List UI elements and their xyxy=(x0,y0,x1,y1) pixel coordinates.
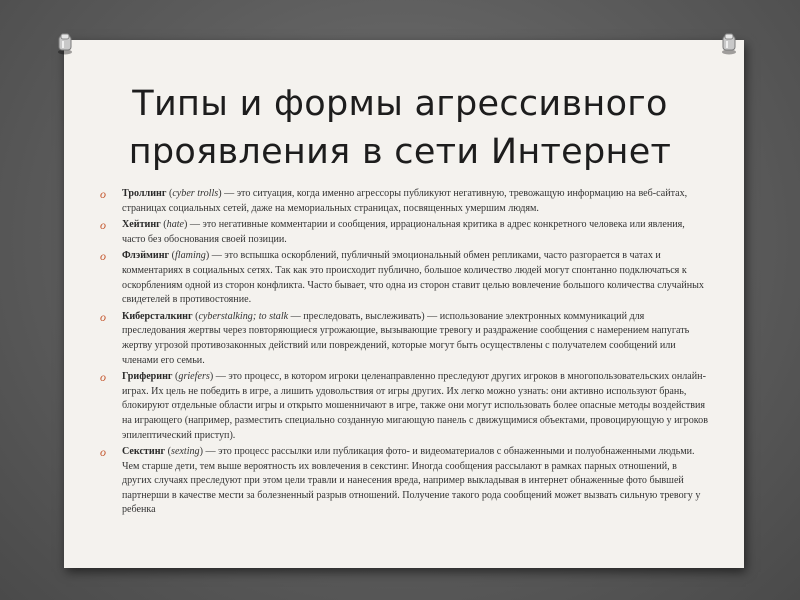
list-item xyxy=(100,187,708,216)
paren-open: ( xyxy=(169,250,175,262)
list-item xyxy=(100,370,708,443)
pushpin-icon xyxy=(718,32,740,56)
term-label: Секстинг xyxy=(122,446,166,458)
list-item xyxy=(100,445,708,518)
bullet-icon: o xyxy=(100,187,106,201)
definition-text: ) — это процесс, в котором игроки целенаправленно преследуют других игроков в многопользовательских онлайн-играх. Их цель не победить в игре, а лишить удовольствия от игры других. Их легко можно узнать: они активно используют брань, блокируют отдельные области игры и открыто мошенничают в игре, также они могут использовать более опасные методы воздействия на играющего (например, разместить специально созданную мигающую панель с движущимися объектами, провоцирующую у игроков эпилептический приступ). xyxy=(122,371,708,441)
original-term: sexting xyxy=(171,446,200,458)
paren-open: ( xyxy=(172,371,179,383)
bullet-icon: o xyxy=(100,249,106,264)
term-label: Киберсталкинг xyxy=(122,310,193,322)
bullet-icon: o xyxy=(100,309,106,324)
term-label: Гриферинг xyxy=(122,371,173,383)
term-label: Хейтинг xyxy=(122,219,161,231)
bullet-icon: o xyxy=(100,370,106,385)
list-item xyxy=(100,249,708,307)
definition-list xyxy=(100,187,708,520)
pushpin-icon xyxy=(54,32,76,56)
definition-text: ) — это ситуация, когда именно агрессоры публикуют негативную, тревожащую информацию на веб-сайтах, страницах социальных сетей, даже на мемориальных страницах, посвященных умершим людям. xyxy=(122,188,688,214)
definition-text: — преследовать, выслеживать) — использование электронных коммуникаций для преследования жертвы через повторяющиеся угрожающие, вызывающие тревогу и раздражение сообщения с намерением напугать жертву угрозой противозаконных действий или повреждений, которые могут быть осуществлены с получателем сообщений или членами его семьи. xyxy=(122,310,690,366)
original-term: hate xyxy=(166,219,185,231)
slide-title: Типы и формы агрессивного проявления в сети Интернет xyxy=(128,84,672,172)
original-term: cyberstalking; to stalk xyxy=(198,310,289,322)
term-label: Флэйминг xyxy=(122,250,170,262)
paren-open: ( xyxy=(165,446,172,458)
original-term: griefers xyxy=(178,371,210,383)
definition-text: ) — это вспышка оскорблений, публичный эмоциональный обмен репликами, часто разгорается в чатах и комментариях в социальных сетях. Так как это происходит публично, большое количество людей могут спонтанно подключаться к оскорблениям одной из сторон конфликта. Часто бывает, что одна из сторон ставит целью вовлечение большого количества случайных свидетелей в противостояние. xyxy=(122,250,704,306)
list-item xyxy=(100,218,708,247)
definition-text: ) — это процесс рассылки или публикация фото- и видеоматериалов с обнаженными и полуобнаженными людьми. Чем старше дети, тем выше вероятность их вовлечения в секстинг. Иногда сообщения рассылают в рамках парных отношений, в других случаях преследуют при этом цели травли и нанесения вреда, например выкладывая в интернет обнаженные фото бывшей партнерши в качестве мести за болезненный разрыв отношений. Получение такого рода сообщений может вызвать сильную тревогу у ребенка xyxy=(122,446,701,516)
original-term: flaming xyxy=(175,250,206,262)
paren-open: ( xyxy=(160,219,167,231)
original-term: cyber trolls xyxy=(172,188,219,199)
bullet-icon: o xyxy=(100,218,106,233)
definition-text: ) — это негативные комментарии и сообщения, иррациональная критика в адрес конкретного человека или явления, часто без обоснования своей позиции. xyxy=(122,219,685,245)
paren-open: ( xyxy=(192,310,199,322)
bullet-icon: o xyxy=(100,445,106,460)
term-label: Троллинг xyxy=(122,188,167,199)
paren-open: ( xyxy=(166,188,173,199)
list-item xyxy=(100,310,708,368)
